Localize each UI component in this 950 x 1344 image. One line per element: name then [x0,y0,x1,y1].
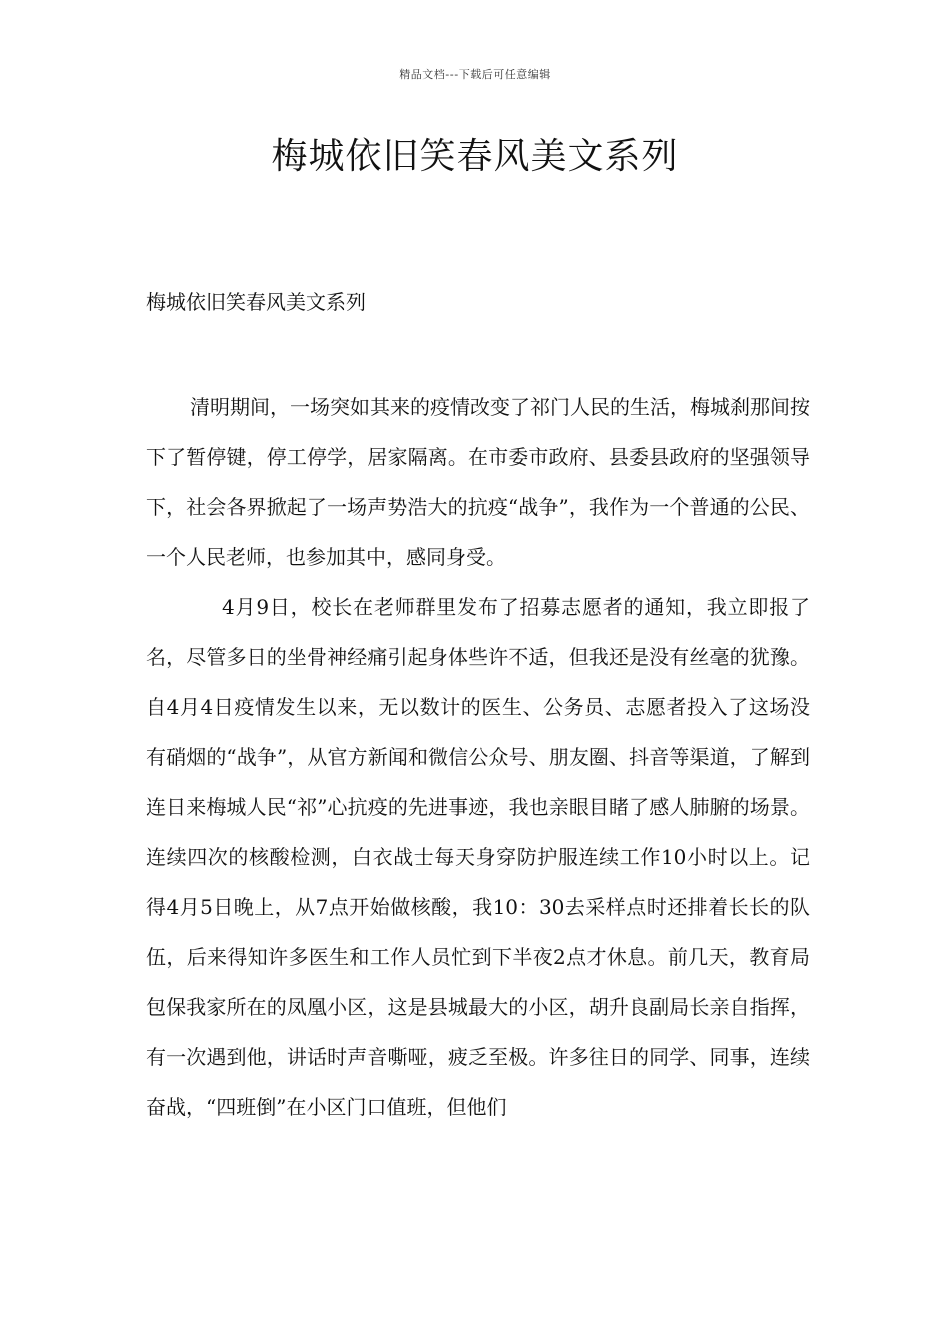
body-paragraph: 4月9日，校长在老师群里发布了招募志愿者的通知，我立即报了名，尽管多日的坐骨神经痛引起身体些许不适，但我还是没有丝毫的犹豫。自4月4日疫情发生以来，无以数计的医生、公务员、志愿者投入了这场没有硝烟的“战争”，从官方新闻和微信公众号、朋友圈、抖音等渠道，了解到连日来梅城人民“祁”心抗疫的先进事迹，我也亲眼目睹了感人肺腑的场景。连续四次的核酸检测，白衣战士每天身穿防护服连续工作10小时以上。记得4月5日晚上，从7点开始做核酸，我10：30去采样点时还排着长长的队伍，后来得知许多医生和工作人员忙到下半夜2点才休息。前几天，教育局包保我家所在的凤凰小区，这是县城最大的小区，胡升良副局长亲自指挥，有一次遇到他，讲话时声音嘶哑，疲乏至极。许多往日的同学、同事，连续奋战，“四班倒”在小区门口值班，但他们 [146,595,810,1119]
document-title: 梅城依旧笑春风美文系列 [271,136,679,177]
header-note: 精品文档---下载后可任意编辑 [399,68,551,81]
body-paragraph: 清明期间，一场突如其来的疫情改变了祁门人民的生活，梅城刹那间按下了暂停键，停工停学，居家隔离。在市委市政府、县委县政府的坚强领导下，社会各界掀起了一场声势浩大的抗疫“战争”，我作为一个普通的公民、一个人民老师，也参加其中，感同身受。 [146,395,810,569]
document-subtitle: 梅城依旧笑春风美文系列 [146,290,366,314]
document-body [146,382,810,1132]
